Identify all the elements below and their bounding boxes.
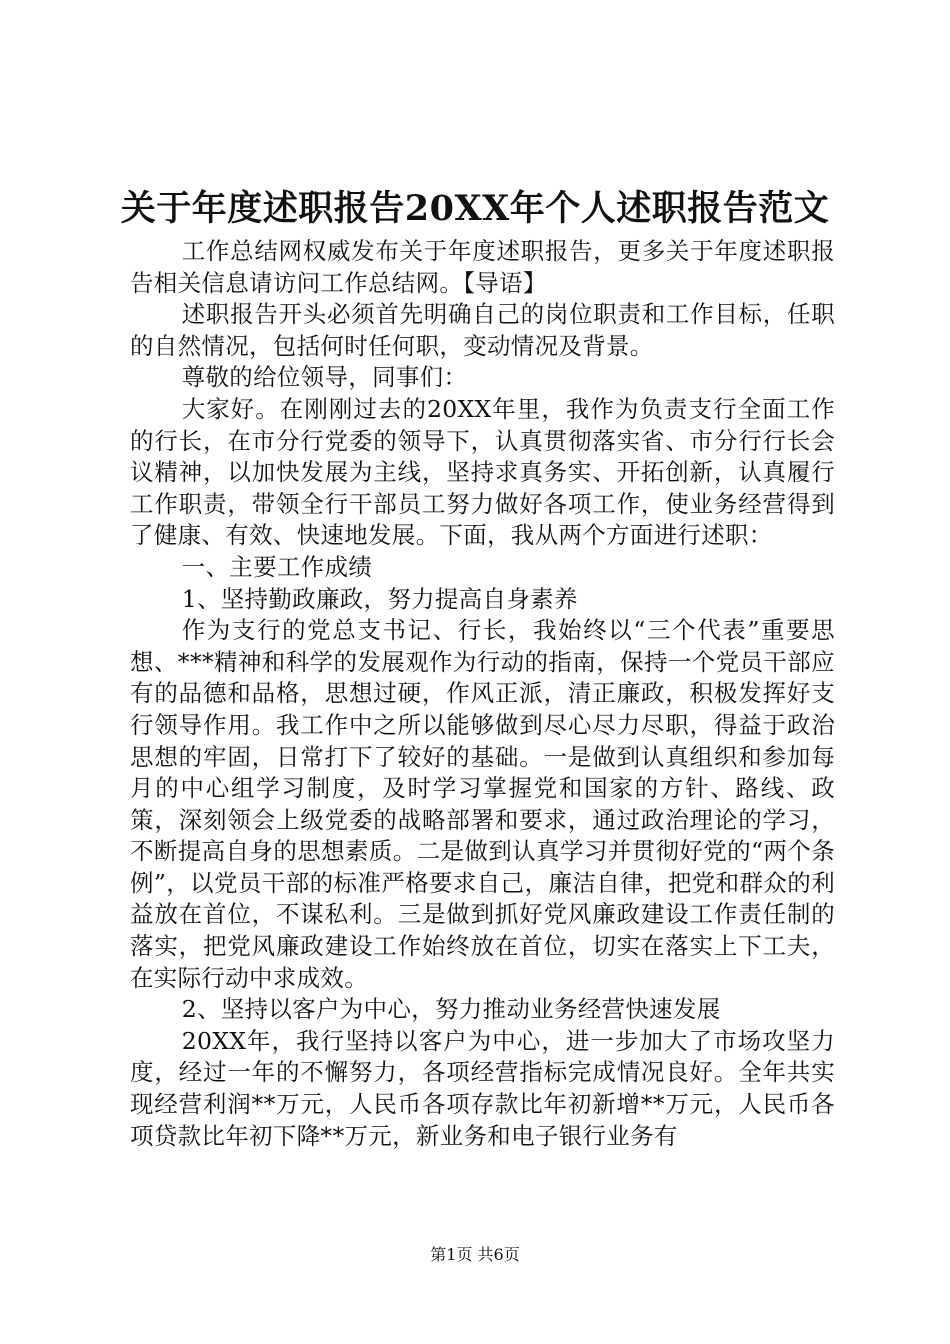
paragraph-subsection-2-body: 20XX年，我行坚持以客户为中心，进一步加大了市场攻坚力度，经过一年的不懈努力，各项经营指标完成情况良好。全年共实现经营利润**万元，人民币各项存款比年初新增**万元，人民币各项贷款比年初下降**万元，新业务和电子银行业务有 <box>130 1026 835 1150</box>
subsection-heading-2: 2、坚持以客户为中心，努力推动业务经营快速发展 <box>181 995 721 1024</box>
paragraph-opening-note: 述职报告开头必须首先明确自己的岗位职责和工作目标，任职的自然情况，包括何时任何职，变动情况及背景。 <box>130 300 835 360</box>
paragraph-greeting: 大家好。在刚刚过去的20XX年里，我作为负责支行全面工作的行长，在市分行党委的领导下，认真贯彻落实省、市分行行长会议精神，以加快发展为主线，坚持求真务实、开拓创新，认真履行工作职责，带领全行干部员工努力做好各项工作，使业务经营得到了健康、有效、快速地发展。下面，我从两个方面进行述职： <box>130 394 835 550</box>
paragraph-salutation: 尊敬的给位领导，同事们： <box>181 363 468 392</box>
document-title: 关于年度述职报告20XX年个人述职报告范文 <box>120 188 830 229</box>
document-body <box>130 236 835 1152</box>
paragraph-intro: 工作总结网权威发布关于年度述职报告，更多关于年度述职报告相关信息请访问工作总结网。【导语】 <box>130 237 835 297</box>
paragraph-subsection-1-body: 作为支行的党总支书记、行长，我始终以“三个代表”重要思想、***精神和科学的发展观作为行动的指南，保持一个党员干部应有的品德和品格，思想过硬，作风正派，清正廉政，积极发挥好支行领导作用。我工作中之所以能够做到尽心尽力尽职，得益于政治思想的牢固，日常打下了较好的基础。一是做到认真组织和参加每月的中心组学习制度，及时学习掌握党和国家的方针、路线、政策，深刻领会上级党委的战略部署和要求，通过政治理论的学习，不断提高自身的思想素质。二是做到认真学习并贯彻好党的“两个条例”，以党员干部的标准严格要求自己，廉洁自律，把党和群众的利益放在首位，不谋私利。三是做到抓好党风廉政建设工作责任制的落实，把党风廉政建设工作始终放在首位，切实在落实上下工夫，在实际行动中求成效。 <box>130 616 835 992</box>
subsection-heading-1: 1、坚持勤政廉政，努力提高自身素养 <box>181 584 578 613</box>
section-heading-main-achievements: 一、主要工作成绩 <box>181 552 373 581</box>
page-footer: 第1页 共6页 <box>430 1245 520 1264</box>
